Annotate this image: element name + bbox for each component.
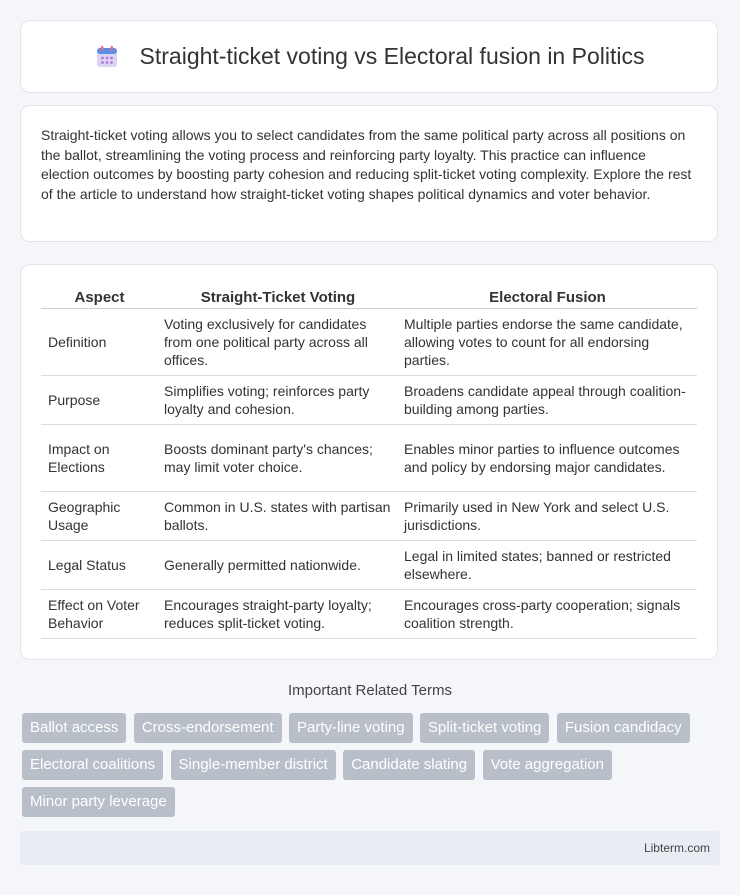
fusion-cell: Encourages cross-party cooperation; signals coalition strength. xyxy=(398,590,697,639)
fusion-cell: Enables minor parties to influence outcomes and policy by endorsing major candidates. xyxy=(398,425,697,492)
aspect-cell: Purpose xyxy=(41,376,158,425)
related-term-tag[interactable]: Candidate slating xyxy=(343,750,475,780)
aspect-cell: Legal Status xyxy=(41,541,158,590)
related-term-tag[interactable]: Vote aggregation xyxy=(483,750,612,780)
straight-ticket-cell: Encourages straight-party loyalty; reduces split-ticket voting. xyxy=(158,590,398,639)
related-term-tag[interactable]: Party-line voting xyxy=(289,713,413,743)
aspect-cell: Effect on Voter Behavior xyxy=(41,590,158,639)
footer-site-link[interactable]: Libterm.com xyxy=(643,841,710,855)
related-term-tag[interactable]: Cross-endorsement xyxy=(134,713,282,743)
header-electoral-fusion: Electoral Fusion xyxy=(398,285,697,309)
table-row xyxy=(41,541,697,590)
header-straight-ticket: Straight-Ticket Voting xyxy=(158,285,398,309)
related-term-tag[interactable]: Fusion candidacy xyxy=(557,713,690,743)
fusion-cell: Primarily used in New York and select U.S. jurisdictions. xyxy=(398,492,697,541)
table-row xyxy=(41,492,697,541)
straight-ticket-cell: Boosts dominant party's chances; may limit voter choice. xyxy=(158,425,398,492)
related-term-tag[interactable]: Minor party leverage xyxy=(22,787,175,817)
related-term-tag[interactable]: Ballot access xyxy=(22,713,126,743)
aspect-cell: Geographic Usage xyxy=(41,492,158,541)
calendar-icon xyxy=(94,44,120,70)
fusion-cell: Multiple parties endorse the same candidate, allowing votes to count for all endorsing parties. xyxy=(398,309,697,376)
straight-ticket-cell: Simplifies voting; reinforces party loyalty and cohesion. xyxy=(158,376,398,425)
aspect-cell: Impact on Elections xyxy=(41,425,158,492)
straight-ticket-cell: Voting exclusively for candidates from one political party across all offices. xyxy=(158,309,398,376)
fusion-cell: Broadens candidate appeal through coalition-building among parties. xyxy=(398,376,697,425)
related-term-tag[interactable]: Electoral coalitions xyxy=(22,750,163,780)
related-terms-title: Important Related Terms xyxy=(288,682,452,699)
comparison-card xyxy=(20,264,718,660)
table-header-row xyxy=(41,285,697,309)
table-row xyxy=(41,425,697,492)
straight-ticket-cell: Generally permitted nationwide. xyxy=(158,541,398,590)
table-row xyxy=(41,590,697,639)
page-title-text: Straight-ticket voting vs Electoral fusion in Politics xyxy=(139,43,645,69)
title-card xyxy=(20,20,718,93)
intro-card xyxy=(20,105,718,242)
fusion-cell: Legal in limited states; banned or restricted elsewhere. xyxy=(398,541,697,590)
straight-ticket-cell: Common in U.S. states with partisan ballots. xyxy=(158,492,398,541)
aspect-cell: Definition xyxy=(41,309,158,376)
comparison-table xyxy=(41,285,697,639)
page-title xyxy=(94,43,645,70)
table-row xyxy=(41,376,697,425)
related-term-tag[interactable]: Single-member district xyxy=(171,750,336,780)
related-terms-list xyxy=(22,713,712,824)
table-row xyxy=(41,309,697,376)
header-aspect: Aspect xyxy=(41,285,158,309)
intro-text: Straight-ticket voting allows you to select candidates from the same political party across all positions on the ballot, streamlining the voting process and reinforcing party loyalty. This practice can influence election outcomes by boosting party cohesion and reducing split-ticket voting complexity. Explore the rest of the article to understand how straight-ticket voting shapes political dynamics and voter behavior. xyxy=(41,127,692,202)
related-term-tag[interactable]: Split-ticket voting xyxy=(420,713,549,743)
footer xyxy=(20,831,720,865)
